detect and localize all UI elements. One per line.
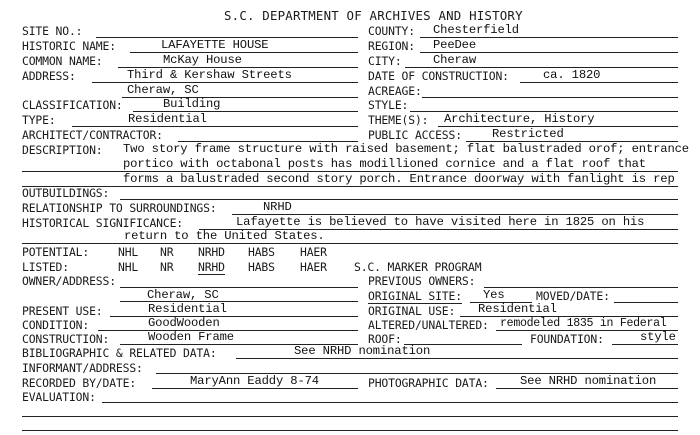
city-value: Cheraw bbox=[433, 53, 476, 67]
construction-label: CONSTRUCTION: bbox=[22, 332, 110, 346]
moved-date-label: MOVED/DATE: bbox=[536, 289, 610, 303]
address-value-1: Third & Kershaw Streets bbox=[127, 68, 292, 82]
construction-value: Wooden Frame bbox=[148, 330, 234, 344]
date-construction-line bbox=[520, 82, 678, 83]
city-label: CITY: bbox=[368, 54, 402, 68]
bibliographic-label: BIBLIOGRAPHIC & RELATED DATA: bbox=[22, 346, 217, 360]
address-label: ADDRESS: bbox=[22, 69, 76, 83]
description-line-2: portico with octabonal posts has modillioned cornice and a flat roof that bbox=[123, 157, 646, 171]
significance-value-1: Lafayette is believed to have visited here in 1825 on his bbox=[236, 215, 645, 229]
foundation-label: FOUNDATION: bbox=[530, 332, 604, 346]
evaluation-line-3 bbox=[22, 430, 678, 431]
condition-value: GoodWooden bbox=[148, 316, 220, 330]
description-line-3: forms a balustraded second story porch. Entrance doorway with fanlight is rep bbox=[123, 172, 675, 186]
relationship-label: RELATIONSHIP TO SURROUNDINGS: bbox=[22, 201, 217, 215]
county-label: COUNTY: bbox=[368, 24, 415, 38]
condition-label: CONDITION: bbox=[22, 318, 90, 332]
site-no-label: SITE NO.: bbox=[22, 24, 83, 38]
recorded-by-value: MaryAnn Eaddy 8-74 bbox=[190, 374, 319, 388]
agency-title: S.C. DEPARTMENT OF ARCHIVES AND HISTORY bbox=[224, 8, 523, 23]
architect-label: ARCHITECT/CONTRACTOR: bbox=[22, 128, 163, 142]
potential-habs: HABS bbox=[248, 245, 275, 259]
city-line bbox=[405, 67, 678, 68]
altered-label: ALTERED/UNALTERED: bbox=[368, 318, 489, 332]
photographic-line bbox=[496, 388, 678, 389]
evaluation-line-2 bbox=[22, 416, 678, 417]
classification-label: CLASSIFICATION: bbox=[22, 98, 123, 112]
listed-haer: HAER bbox=[300, 260, 327, 274]
informant-label: INFORMANT/ADDRESS: bbox=[22, 361, 143, 375]
description-line-1: Two story frame structure with raised basement; flat balustraded orof; entrance bbox=[123, 142, 689, 156]
potential-label: POTENTIAL: bbox=[22, 245, 90, 259]
previous-owners-label: PREVIOUS OWNERS: bbox=[368, 274, 476, 288]
original-use-value: Residential bbox=[478, 302, 557, 316]
moved-date-line bbox=[614, 302, 678, 303]
potential-nr: NR bbox=[160, 245, 174, 259]
historic-name-label: HISTORIC NAME: bbox=[22, 39, 116, 53]
evaluation-line-1 bbox=[102, 402, 678, 403]
listed-label: LISTED: bbox=[22, 260, 69, 274]
marker-program-label: S.C. MARKER PROGRAM bbox=[354, 260, 482, 274]
acreage-line bbox=[422, 97, 678, 98]
owner-address-label: OWNER/ADDRESS: bbox=[22, 274, 116, 288]
recorded-by-label: RECORDED BY/DATE: bbox=[22, 376, 137, 390]
type-line bbox=[72, 126, 358, 127]
previous-owners-line bbox=[484, 287, 678, 288]
date-construction-label: DATE OF CONSTRUCTION: bbox=[368, 69, 509, 83]
region-value: PeeDee bbox=[433, 38, 476, 52]
bibliographic-value: See NRHD nomination bbox=[294, 344, 431, 358]
potential-nrhd: NRHD bbox=[198, 245, 225, 259]
potential-nhl: NHL bbox=[118, 245, 139, 259]
listed-habs: HABS bbox=[248, 260, 275, 274]
evaluation-label: EVALUATION: bbox=[22, 390, 96, 404]
foundation-line bbox=[612, 344, 678, 345]
listed-nhl: NHL bbox=[118, 260, 139, 274]
owner-city-value: Cheraw, SC bbox=[147, 288, 219, 302]
original-site-label: ORIGINAL SITE: bbox=[368, 289, 462, 303]
original-use-label: ORIGINAL USE: bbox=[368, 304, 456, 318]
significance-label: HISTORICAL SIGNIFICANCE: bbox=[22, 216, 183, 230]
historic-name-value: LAFAYETTE HOUSE bbox=[161, 38, 269, 52]
photographic-value: See NRHD nomination bbox=[520, 374, 657, 388]
significance-line-2 bbox=[22, 243, 678, 244]
significance-value-2: return to the United States. bbox=[124, 229, 325, 243]
photographic-label: PHOTOGRAPHIC DATA: bbox=[368, 376, 489, 390]
description-rule-3 bbox=[22, 186, 678, 187]
listed-nr: NR bbox=[160, 260, 174, 274]
listed-nrhd: NRHD bbox=[198, 260, 225, 274]
theme-label: THEME(S): bbox=[368, 113, 429, 127]
potential-haer: HAER bbox=[300, 245, 327, 259]
present-use-value: Residential bbox=[148, 302, 227, 316]
outbuildings-label: OUTBUILDINGS: bbox=[22, 186, 110, 200]
altered-value: remodeled 1835 in Federal bbox=[500, 317, 667, 330]
common-name-label: COMMON NAME: bbox=[22, 54, 103, 68]
present-use-label: PRESENT USE: bbox=[22, 304, 103, 318]
county-value: Chesterfield bbox=[433, 23, 519, 37]
common-name-value: McKay House bbox=[163, 53, 242, 67]
style-label: STYLE: bbox=[368, 98, 409, 112]
original-site-value: Yes bbox=[483, 288, 505, 302]
outbuildings-line bbox=[120, 199, 678, 200]
date-construction-value: ca. 1820 bbox=[543, 68, 601, 82]
bibliographic-line bbox=[236, 358, 678, 359]
classification-value: Building bbox=[163, 97, 221, 111]
type-label: TYPE: bbox=[22, 113, 56, 127]
address-line-2 bbox=[122, 97, 358, 98]
type-value: Residential bbox=[128, 112, 207, 126]
public-access-value: Restricted bbox=[492, 127, 564, 141]
public-access-label: PUBLIC ACCESS: bbox=[368, 128, 462, 142]
region-label: REGION: bbox=[368, 39, 415, 53]
acreage-label: ACREAGE: bbox=[368, 84, 422, 98]
foundation-value: style bbox=[640, 330, 676, 344]
roof-label: ROOF: bbox=[368, 332, 402, 346]
theme-value: Architecture, History bbox=[444, 112, 595, 126]
recorded-by-line bbox=[152, 388, 358, 389]
relationship-value: NRHD bbox=[263, 200, 292, 214]
address-value-2: Cheraw, SC bbox=[127, 83, 199, 97]
description-label: DESCRIPTION: bbox=[22, 143, 103, 157]
